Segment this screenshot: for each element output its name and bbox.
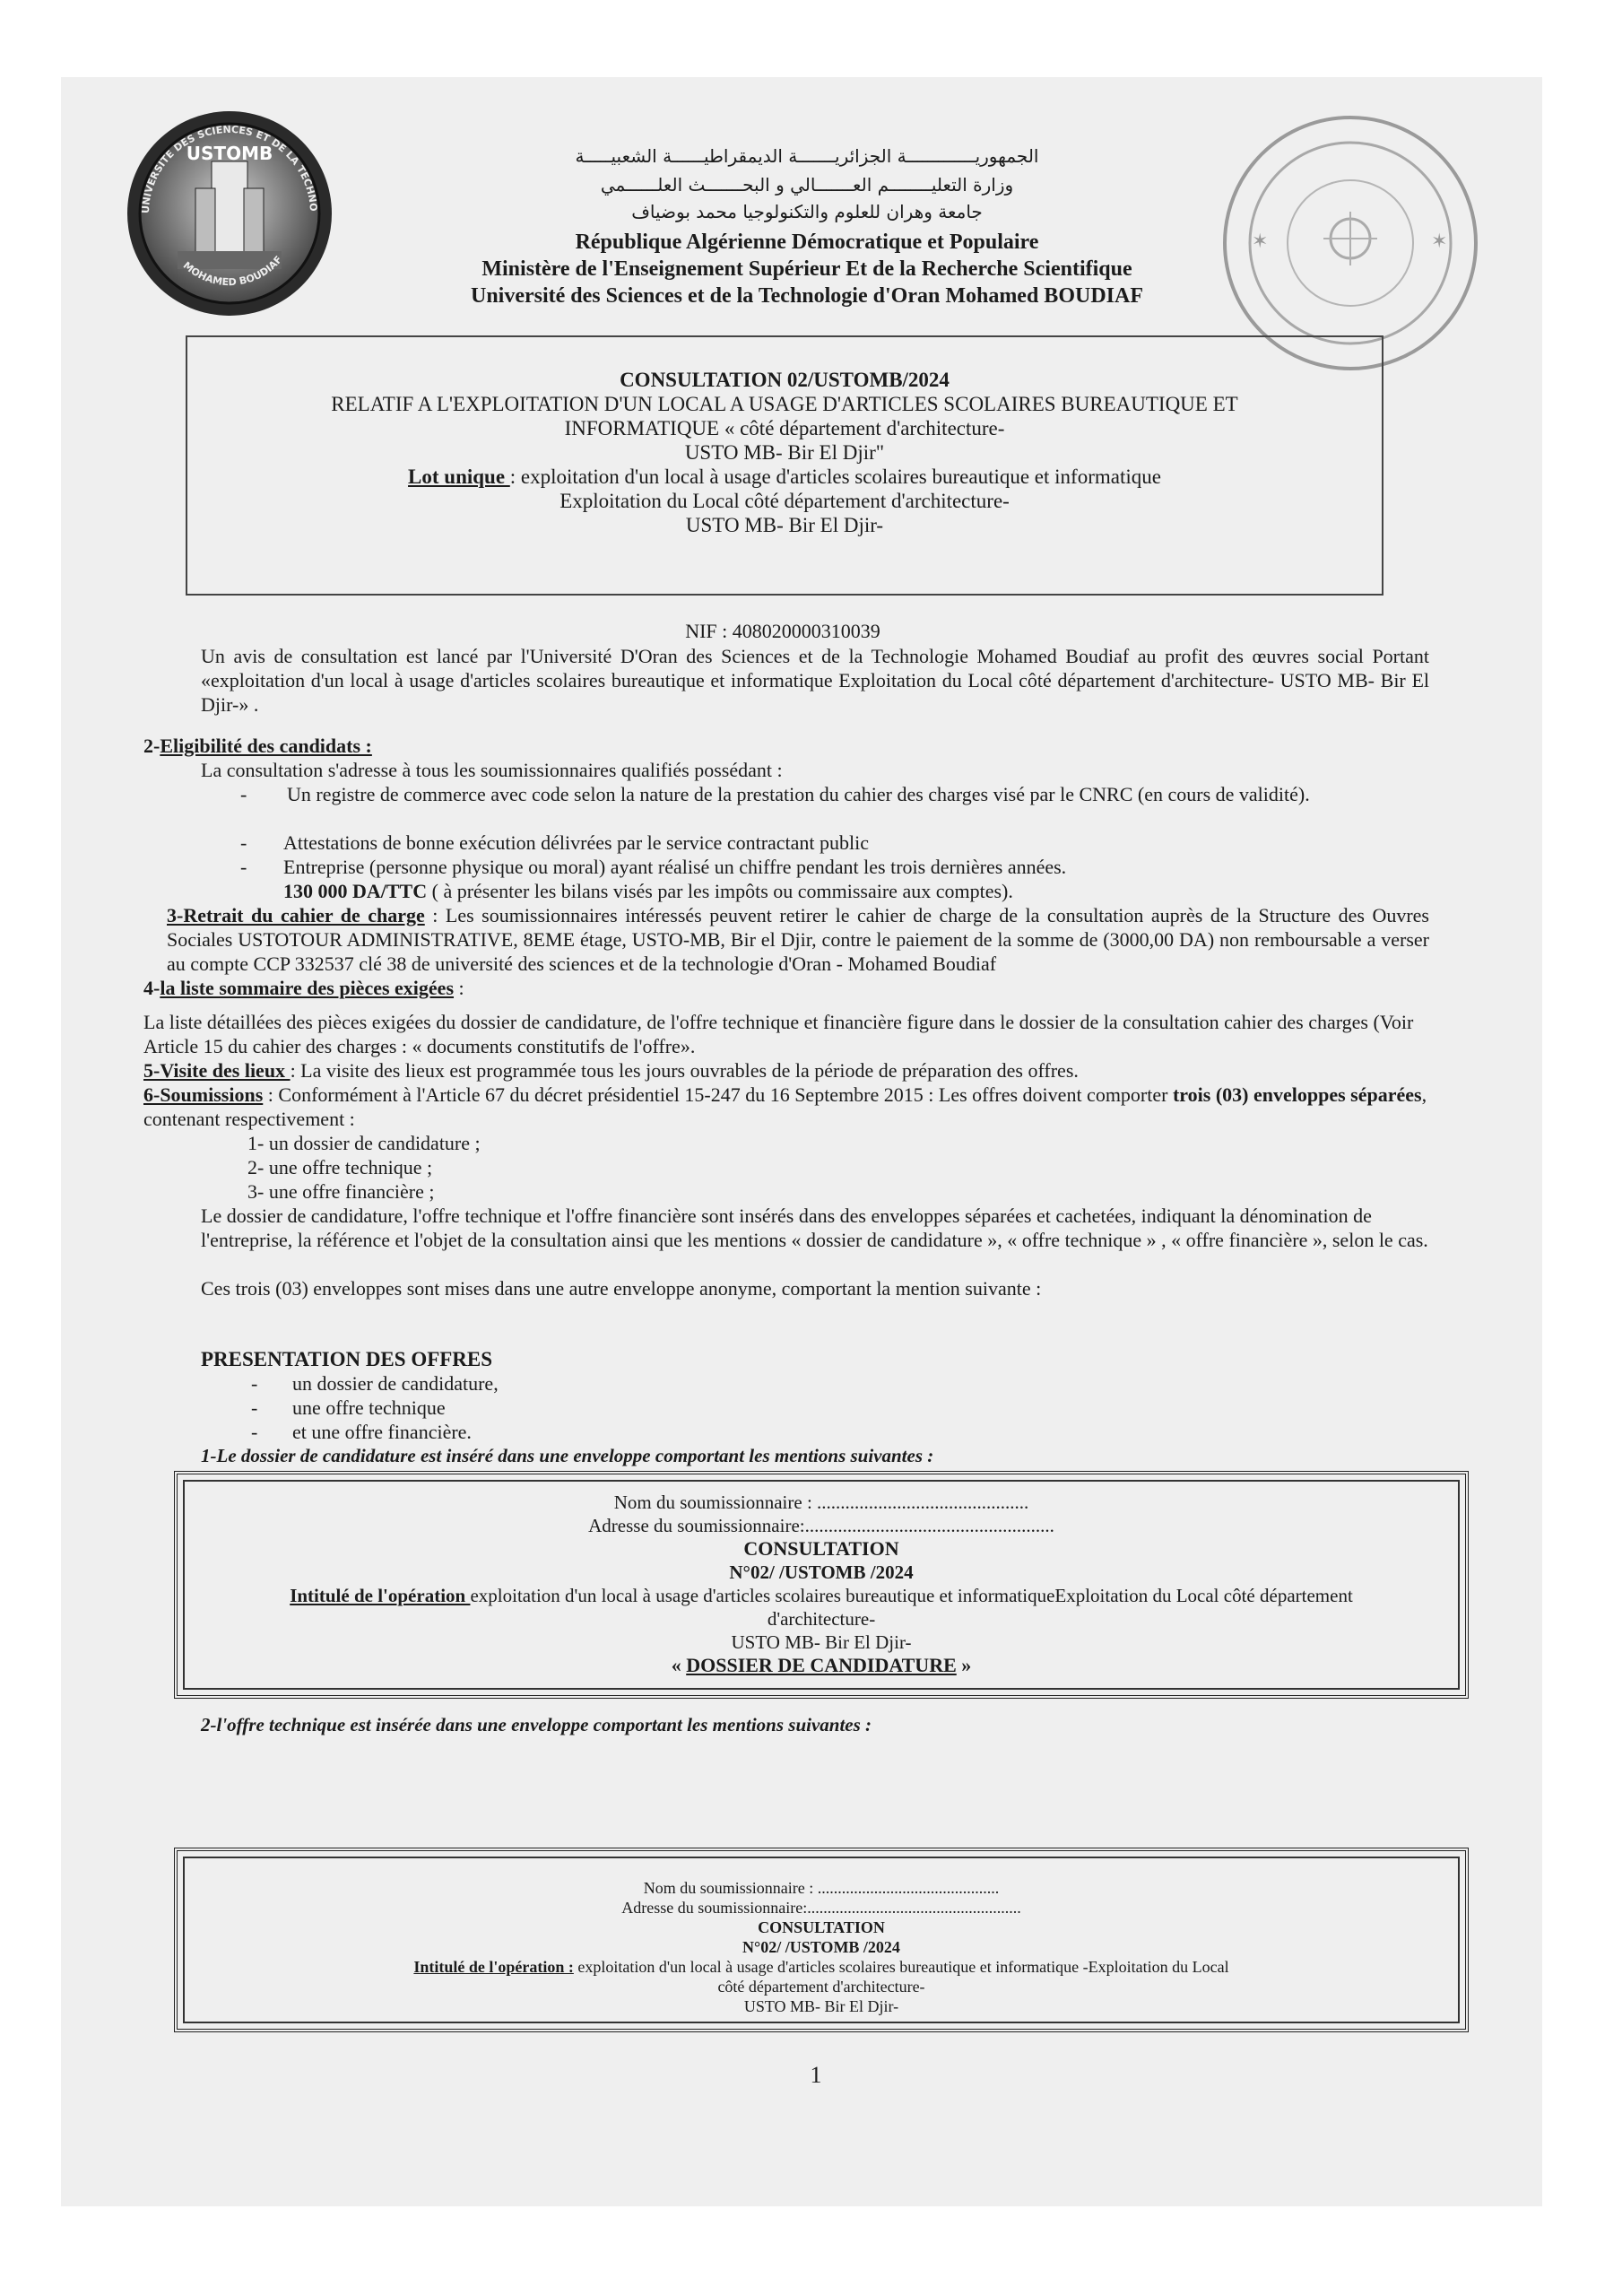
env1-mention-close: »: [956, 1654, 972, 1676]
env1-mention: [185, 1654, 1458, 1677]
section-6-bold: trois (03) enveloppes séparées: [1172, 1083, 1422, 1106]
consultation-title: CONSULTATION 02/USTOMB/2024: [620, 369, 950, 391]
section-5-text: : La visite des lieux est programmée tous les jours ouvrables de la période de préparation des offres.: [290, 1059, 1079, 1082]
lot-line: [187, 465, 1382, 489]
logo-ring-text: UNIVERSITE DES SCIENCES ET DE LA TECHNO: [139, 123, 320, 214]
presentation-item-text: et une offre financière.: [292, 1421, 472, 1443]
lot-label: Lot unique: [408, 465, 510, 488]
eligibility-item-text: Entreprise (personne physique ou moral) ayant réalisé un chiffre pendant les trois dernières années.: [283, 856, 1067, 878]
section-2-number: 2-: [143, 735, 160, 757]
section-3-text: : Les soumissionnaires intéressés peuvent retirer le cahier de charge de la consultation auprès de la Structure des Ouvres Sociales USTOTOUR ADMINISTRATIVE, 8EME étage, USTO-MB, Bir el Djir, contre le paiement de la somme de (3000,00 DA) non remboursable a verser au compte CCP 332537 clé 38 de université des sciences et de la technologie d'Oran - Mohamed Boudiaf: [167, 904, 1429, 975]
turnover-amount-line: [283, 879, 1013, 903]
title-line2: RELATIF A L'EXPLOITATION D'UN LOCAL A USAGE D'ARTICLES SCOLAIRES BUREAUTIQUE ET: [331, 393, 1238, 415]
eligibility-item-text: Un registre de commerce avec code selon la nature de la prestation du cahier des charges visé par le CNRC (en cours de validité).: [287, 783, 1310, 805]
env2-consultation: CONSULTATION: [758, 1918, 885, 1936]
env2-reference: N°02/ /USTOMB /2024: [742, 1938, 900, 1956]
envelope-list-item: 2- une offre technique ;: [247, 1156, 433, 1178]
envelope-1-inner: [183, 1480, 1460, 1690]
env1-operation-text: exploitation d'un local à usage d'articles scolaires bureautique et informatiqueExploitation du Local côté département d'architecture-: [470, 1585, 1353, 1630]
env1-reference: N°02/ /USTOMB /2024: [729, 1561, 914, 1583]
section-6-paragraph1: Le dossier de candidature, l'offre technique et l'offre financière sont insérés dans des enveloppes séparées et cachetées, indiquant la dénomination de l'entreprise, la référence et l'objet de la consultation ainsi que les mentions « dossier de candidature », « offre technique » , « offre financière », selon le cas.: [201, 1205, 1428, 1251]
envelope-list-item: 1- un dossier de candidature ;: [247, 1132, 481, 1154]
presentation-item-text: une offre technique: [292, 1396, 446, 1419]
presentation-item: - et une offre financière.: [251, 1421, 472, 1443]
env1-mention-text: DOSSIER DE CANDIDATURE: [686, 1654, 957, 1676]
section-4-text: La liste détaillées des pièces exigées du dossier de candidature, de l'offre technique et financière figure dans le dossier de la consultation cahier des charges (Voir Article 15 du cahier des charges : « documents constitutifs de l'offre».: [143, 1011, 1414, 1057]
title-box: [186, 335, 1383, 596]
env1-site: USTO MB- Bir El Djir-: [731, 1631, 912, 1653]
section-3-title: 3-Retrait du cahier de charge: [167, 904, 425, 926]
title-line4: USTO MB- Bir El Djir": [684, 441, 885, 464]
lot-text: : exploitation d'un local à usage d'articles scolaires bureautique et informatique: [509, 465, 1161, 488]
section-6-paragraph2: Ces trois (03) enveloppes sont mises dans une autre enveloppe anonyme, comportant la mention suivante :: [201, 1277, 1042, 1300]
turnover-amount: 130 000 DA/TTC: [283, 880, 428, 902]
presentation-item-text: un dossier de candidature,: [292, 1372, 499, 1395]
env2-operation: [185, 1957, 1458, 1996]
header-arabic-line1: الجمهوريـــــــــــــة الجزائريـــــــة الديمقراطيــــــة الشعبيـــــة: [575, 145, 1039, 167]
eligibility-item: - Attestations de bonne exécution délivrées par le service contractant public: [240, 831, 1429, 855]
university-logo: [124, 108, 335, 319]
section-2-title: Eligibilité des candidats :: [160, 735, 372, 757]
header-ministry: Ministère de l'Enseignement Supérieur Et de la Recherche Scientifique: [481, 257, 1132, 281]
title-line7: USTO MB- Bir El Djir-: [685, 514, 884, 536]
env2-name-field: Nom du soumissionnaire : .............................................: [643, 1879, 1000, 1897]
envelope-list-item: 3- une offre financière ;: [247, 1180, 435, 1203]
nif-number: NIF : 408020000310039: [685, 620, 880, 642]
env1-mention-open: «: [671, 1654, 687, 1676]
header-university: Université des Sciences et de la Technologie d'Oran Mohamed BOUDIAF: [471, 284, 1143, 308]
eligibility-item: - Entreprise (personne physique ou moral) ayant réalisé un chiffre pendant les trois dernières années.: [240, 855, 1429, 879]
env2-operation-text: exploitation d'un local à usage d'articles scolaires bureautique et informatique -Exploitation du Local côté département d'architecture-: [573, 1958, 1229, 1996]
env1-consultation: CONSULTATION: [743, 1537, 899, 1560]
title-line6: Exploitation du Local côté département d'architecture-: [559, 490, 1010, 512]
eligibility-item-text: Attestations de bonne exécution délivrées par le service contractant public: [283, 831, 870, 854]
section-2-lead: La consultation s'adresse à tous les soumissionnaires qualifiés possédant :: [201, 759, 783, 781]
env1-operation-label: Intitulé de l'opération: [290, 1585, 471, 1606]
intro-paragraph: Un avis de consultation est lancé par l'Université D'Oran des Sciences et de la Technologie Mohamed Boudiaf au profit des œuvres social Portant «exploitation d'un local à usage d'articles scolaires bureautique et informatique Exploitation du Local côté département d'architecture- USTO MB- Bir El Djir-» .: [201, 645, 1429, 716]
page-number: 1: [810, 2062, 822, 2088]
header-republic: République Algérienne Démocratique et Populaire: [575, 230, 1039, 254]
presentation-item: - un dossier de candidature,: [251, 1372, 499, 1395]
env1-name-field: Nom du soumissionnaire : .............................................: [613, 1492, 1029, 1513]
section-5-title: 5-Visite des lieux: [143, 1059, 291, 1082]
presentation-title: PRESENTATION DES OFFRES: [201, 1348, 493, 1370]
section-6-text: : Conformément à l'Article 67 du décret présidentiel 15-247 du 16 Septembre 2015 : Les offres doivent comporter: [263, 1083, 1173, 1106]
logo-bottom-text: MOHAMED BOUDIAF: [180, 253, 285, 289]
env2-operation-label: Intitulé de l'opération :: [413, 1958, 574, 1976]
section-6-text2: , contenant respectivement :: [143, 1083, 1427, 1130]
svg-text:✶: ✶: [1252, 230, 1269, 252]
section-4-heading: [143, 976, 464, 1000]
envelope-1-box: [174, 1471, 1469, 1699]
env1-operation: [185, 1584, 1458, 1631]
section-6-title: 6-Soumissions: [143, 1083, 264, 1106]
envelope-2-inner: [183, 1857, 1460, 2023]
env1-address-field: Adresse du soumissionnaire:.....................................................: [588, 1515, 1054, 1536]
svg-text:✶: ✶: [1431, 230, 1448, 252]
turnover-note: ( à présenter les bilans visés par les impôts ou commissaire aux comptes).: [427, 880, 1013, 902]
env2-address-field: Adresse du soumissionnaire:.....................................................: [621, 1899, 1021, 1917]
presentation-item: - une offre technique: [251, 1396, 446, 1419]
section-5: [143, 1058, 1429, 1083]
section-3: [167, 903, 1429, 976]
env2-site: USTO MB- Bir El Djir-: [743, 1997, 899, 2015]
envelope-2-box: [174, 1848, 1469, 2032]
section-6: [143, 1083, 1444, 1131]
section-4-title: la liste sommaire des pièces exigées: [160, 977, 455, 999]
section-4-number: 4-: [143, 977, 160, 999]
title-line3: INFORMATIQUE « côté département d'architecture-: [564, 417, 1005, 439]
section-4-colon: :: [454, 977, 464, 999]
header-arabic-line3: جامعة وهران للعلوم والتكنولوجيا محمد بوضياف: [631, 201, 983, 222]
section-2-heading: [143, 734, 372, 758]
envelope-1-label: 1-Le dossier de candidature est inséré dans une enveloppe comportant les mentions suivantes :: [201, 1445, 934, 1466]
header-arabic-line2: وزارة التعليــــــــم العـــــــالي و البحـــــــث العلــــــمي: [600, 174, 1014, 196]
envelope-2-label: 2-l'offre technique est insérée dans une enveloppe comportant les mentions suivantes :: [201, 1714, 872, 1735]
eligibility-item: - Un registre de commerce avec code selon la nature de la prestation du cahier des charges visé par le CNRC (en cours de validité).: [240, 782, 1429, 806]
logo-text: USTOMB: [186, 143, 273, 164]
